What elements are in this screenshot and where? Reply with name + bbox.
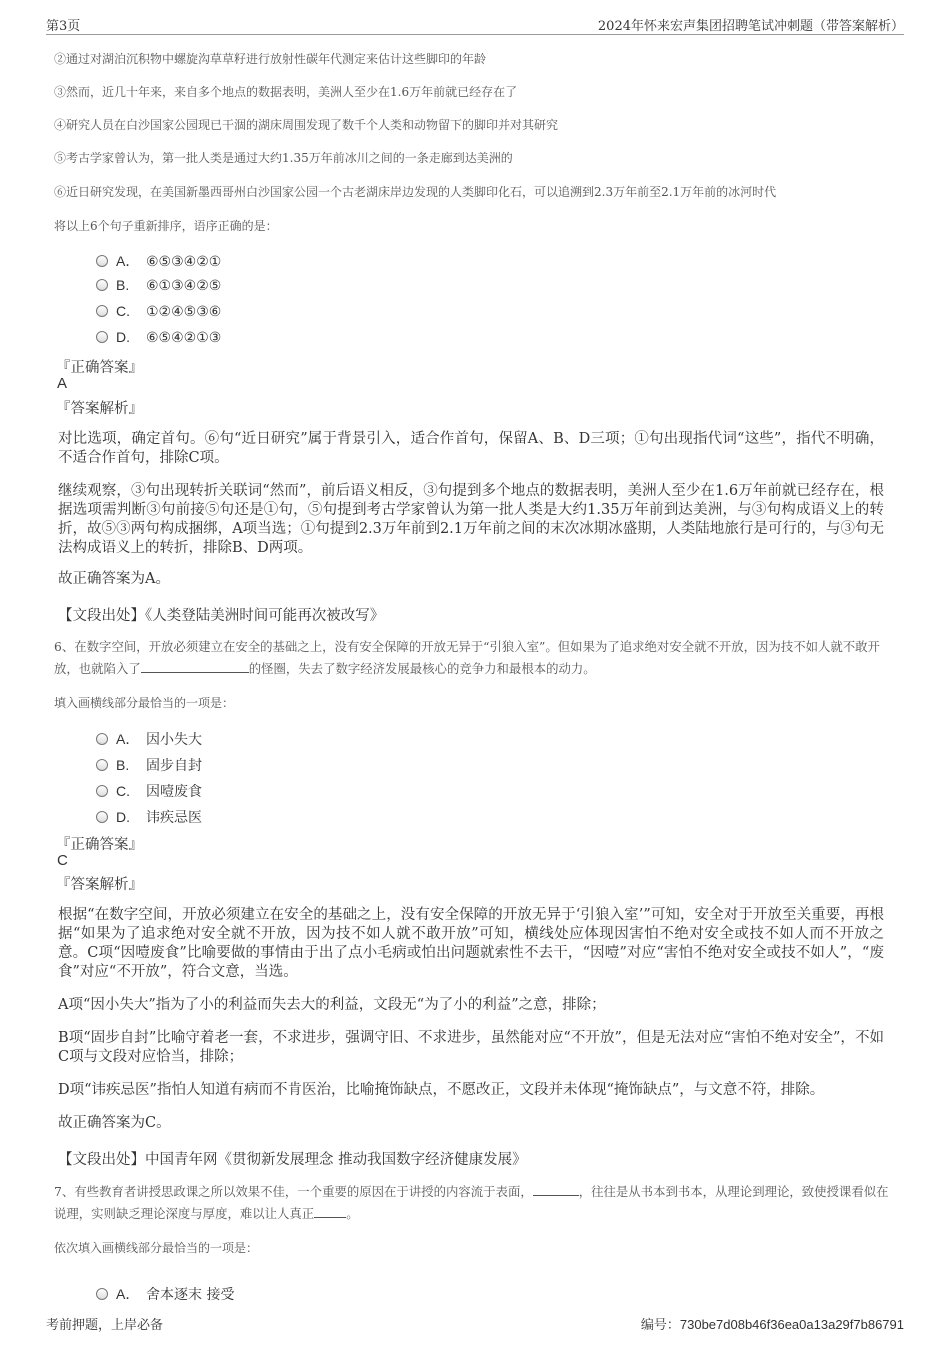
q6-option-b[interactable]: B. 固步自封 <box>96 755 202 775</box>
radio-icon[interactable] <box>96 785 108 797</box>
q5-source: 【文段出处】《人类登陆美洲时间可能再次被改写》 <box>58 608 385 624</box>
document-title: 2024年怀来宏声集团招聘笔试冲刺题（带答案解析） <box>597 19 904 34</box>
q5-analysis-3: 故正确答案为A。 <box>58 571 170 587</box>
radio-icon[interactable] <box>96 811 108 823</box>
q6-stem: 6、在数字空间，开放必须建立在安全的基础之上，没有安全保障的开放无异于“引狼入室”。但如果为了追求绝对安全就不开放，因为技不如人就不敢开放，也就陷入了 的怪圈，失去了数字经济发展最核心的竞争力和最根本的动力。 <box>54 639 880 676</box>
q6-source: 【文段出处】中国青年网《贯彻新发展理念 推动我国数字经济健康发展》 <box>58 1152 527 1168</box>
q7-blank-1 <box>533 1183 579 1196</box>
q6-analysis-3: B项“固步自封”比喻守着老一套，不求进步，强调守旧、不求进步，虽然能对应“不开放”，但是无法对应“害怕不绝对安全”，不如C项与文段对应恰当，排除； <box>58 1030 884 1065</box>
q6-prompt: 填入画横线部分最恰当的一项是： <box>54 696 235 710</box>
page-number: 第3页 <box>46 19 81 34</box>
q5-analysis-label: 『答案解析』 <box>56 401 143 417</box>
sentence-2: ②通过对湖泊沉积物中螺旋沟草草籽进行放射性碳年代测定来估计这些脚印的年龄 <box>54 52 487 66</box>
q6-analysis-4: D项“讳疾忌医”指怕人知道有病而不肯医治，比喻掩饰缺点，不愿改正，文段并未体现“掩饰缺点”，与文意不符，排除。 <box>58 1082 825 1098</box>
q5-answer: A <box>57 375 68 392</box>
radio-icon[interactable] <box>96 305 108 317</box>
radio-icon[interactable] <box>96 733 108 745</box>
document-code: 编号：730be7d08b46f36ea0a13a29f7b86791 <box>640 1317 904 1332</box>
q6-analysis-1: 根据“在数字空间，开放必须建立在安全的基础之上，没有安全保障的开放无异于‘引狼入室’”可知，安全对于开放至关重要，再根据“如果为了追求绝对安全就不开放，因为技不如人就不敢开放”可知，横线处应体现因害怕不绝对安全或技不如人而不开放之意。C项“因噎废食”比喻要做的事情由于出了点小毛病或怕出问题就索性不去干，“因噎”对应“害怕不绝对安全或技不如人”，“废食”对应“不开放”，符合文意，当选。 <box>58 907 884 980</box>
q6-blank <box>141 660 249 673</box>
radio-icon[interactable] <box>96 255 108 267</box>
footer-slogan: 考前押题，上岸必备 <box>46 1318 164 1333</box>
sentence-6: ⑥近日研究发现，在美国新墨西哥州白沙国家公园一个古老湖床岸边发现的人类脚印化石，可以追溯到2.3万年前至2.1万年前的冰河时代 <box>54 185 777 199</box>
radio-icon[interactable] <box>96 759 108 771</box>
q6-option-d[interactable]: D. 讳疾忌医 <box>96 807 202 827</box>
q7-stem: 7、有些教育者讲授思政课之所以效果不佳，一个重要的原因在于讲授的内容流于表面， ，往往是从书本到书本，从理论到理论，致使授课看似在说理，实则缺乏理论深度与厚度，难以让人真正 。 <box>54 1184 889 1221</box>
q5-analysis-1: 对比选项，确定首句。⑥句“近日研究”属于背景引入，适合作首句，保留A、B、D三项；①句出现指代词“这些”，指代不明确，不适合作首句，排除C项。 <box>58 431 884 466</box>
q5-answer-label: 『正确答案』 <box>56 360 143 376</box>
q5-option-c[interactable]: C. ①②④⑤③⑥ <box>96 303 221 320</box>
page-header <box>46 14 904 35</box>
q6-analysis-5: 故正确答案为C。 <box>58 1115 171 1131</box>
page-footer <box>46 1314 904 1333</box>
q5-option-b[interactable]: B. ⑥①③④②⑤ <box>96 277 221 294</box>
q7-prompt: 依次填入画横线部分最恰当的一项是： <box>54 1241 259 1255</box>
q6-analysis-2: A项“因小失大”指为了小的利益而失去大的利益，文段无“为了小的利益”之意，排除； <box>58 997 606 1013</box>
sentence-3: ③然而，近几十年来，来自多个地点的数据表明，美洲人至少在1.6万年前就已经存在了 <box>54 85 518 99</box>
q5-option-a[interactable]: A． ⑥⑤③④②① <box>96 251 221 271</box>
q5-prompt: 将以上6个句子重新排序，语序正确的是： <box>54 219 278 233</box>
q7-blank-2 <box>314 1205 346 1218</box>
q6-analysis-label: 『答案解析』 <box>56 877 143 893</box>
sentence-5: ⑤考古学家曾认为，第一批人类是通过大约1.35万年前冰川之间的一条走廊到达美洲的 <box>54 151 513 165</box>
q5-option-d[interactable]: D. ⑥⑤④②①③ <box>96 329 221 346</box>
q6-answer: C <box>57 852 68 869</box>
radio-icon[interactable] <box>96 331 108 343</box>
q6-option-a[interactable]: A． 因小失大 <box>96 729 202 749</box>
q6-answer-label: 『正确答案』 <box>56 837 143 853</box>
sentence-4: ④研究人员在白沙国家公园现已干涸的湖床周围发现了数千个人类和动物留下的脚印并对其研究 <box>54 118 559 132</box>
q6-option-c[interactable]: C. 因噎废食 <box>96 781 202 801</box>
radio-icon[interactable] <box>96 279 108 291</box>
q7-option-a[interactable]: A． 舍本逐末 接受 <box>96 1284 234 1304</box>
q5-analysis-2: 继续观察，③句出现转折关联词“然而”，前后语义相反，③句提到多个地点的数据表明，美洲人至少在1.6万年前就已经存在，根据选项需判断③句前接⑤句还是①句，⑤句提到考古学家曾认为第一批人类是大约1.35万年前到达美洲，与③句构成语义上的转折，故⑤③两句构成捆绑，A项当选；①句提到2.3万年前到2.1万年前之间的末次冰期冰盛期，人类陆地旅行是可行的，与③句无法构成语义上的转折，排除B、D两项。 <box>58 483 884 556</box>
radio-icon[interactable] <box>96 1288 108 1300</box>
